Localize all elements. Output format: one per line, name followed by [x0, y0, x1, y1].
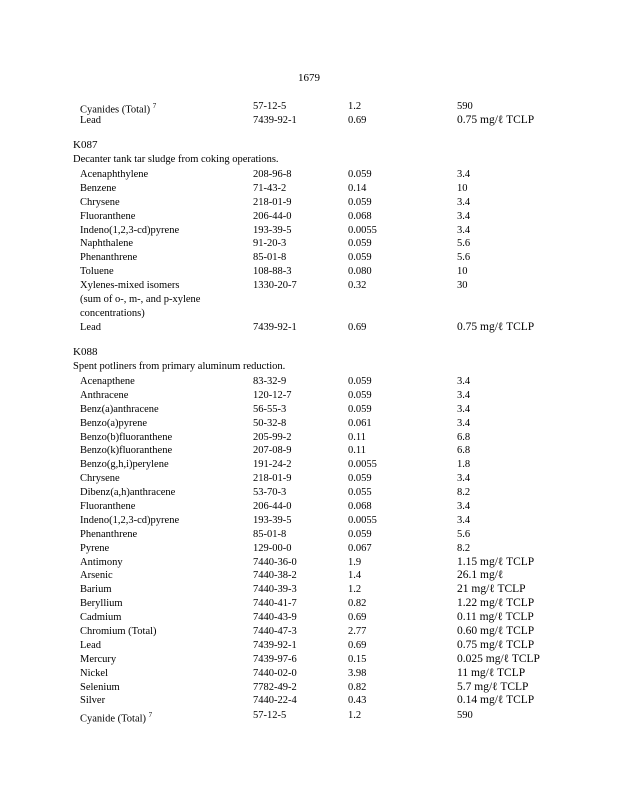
cas-number: 7440-41-7	[253, 598, 297, 610]
nww-value: 3.4	[457, 514, 471, 526]
nww-value: 5.6	[457, 238, 471, 250]
constituent-name: Lead	[80, 322, 101, 333]
ww-value: 0.068	[348, 210, 372, 222]
nww-value: 21 mg/ℓ TCLP	[457, 583, 526, 596]
constituent-name: Fluoranthene	[80, 501, 136, 513]
constituent-name: Lead	[80, 114, 101, 126]
cas-number: 208-96-8	[253, 169, 292, 180]
ww-value: 1.2	[348, 584, 362, 596]
nww-value: 0.14 mg/ℓ TCLP	[457, 694, 535, 707]
ww-value: 0.067	[348, 542, 372, 554]
constituent-name: Benzene	[80, 182, 117, 194]
cas-number: 83-32-9	[253, 376, 287, 387]
table-row	[0, 417, 618, 431]
table-row	[0, 279, 618, 321]
constituent-name: Fluoranthene	[80, 210, 136, 222]
ww-value: 0.69	[348, 612, 367, 624]
ww-value: 0.32	[348, 280, 367, 291]
ww-value: 1.2	[348, 101, 362, 112]
ww-value: 0.059	[348, 389, 372, 401]
nww-value: 8.2	[457, 487, 471, 499]
cas-number: 91-20-3	[253, 238, 287, 250]
nww-value: 3.4	[457, 403, 471, 415]
table-row	[0, 611, 618, 625]
ww-value: 0.061	[348, 417, 372, 429]
constituent-name: Lead	[80, 639, 101, 651]
table-row	[0, 114, 618, 128]
nww-value: 590	[457, 101, 473, 112]
cas-number: 7439-92-1	[253, 114, 297, 126]
ww-value: 0.69	[348, 639, 367, 651]
cas-number: 207-08-9	[253, 445, 292, 457]
cas-number: 193-39-5	[253, 514, 292, 526]
table-row	[0, 694, 618, 708]
constituent-name: Benz(a)anthracene	[80, 403, 159, 415]
table-row	[0, 681, 618, 695]
cas-number: 120-12-7	[253, 389, 292, 401]
table-row	[0, 625, 618, 639]
cas-number: 7782-49-2	[253, 681, 297, 693]
k088-cyanide-row	[0, 709, 618, 723]
table-row	[0, 182, 618, 196]
constituent-name: Cadmium	[80, 612, 122, 624]
table-row	[0, 639, 618, 653]
table-row	[0, 375, 618, 389]
nww-value: 3.4	[457, 210, 471, 222]
constituent-name: Pyrene	[80, 542, 110, 554]
constituent-name: Acenaphthylene	[80, 169, 149, 180]
nww-value: 3.4	[457, 224, 471, 236]
cas-number: 50-32-8	[253, 417, 287, 429]
constituent-name: Phenanthrene	[80, 528, 138, 540]
ww-value: 0.11	[348, 431, 366, 443]
ww-value: 0.0055	[348, 224, 377, 236]
cas-number: 71-43-2	[253, 182, 287, 194]
constituent-name: Beryllium	[80, 598, 123, 610]
cas-number: 1330-20-7	[253, 280, 297, 291]
ww-value: 0.82	[348, 681, 367, 693]
table-row	[0, 321, 618, 335]
table-row	[0, 431, 618, 445]
ww-value: 0.059	[348, 473, 372, 485]
ww-value: 0.15	[348, 653, 367, 665]
section-description-k088: Spent potliners from primary aluminum reduction.	[73, 361, 286, 372]
table-row	[0, 444, 618, 458]
nww-value: 1.15 mg/ℓ TCLP	[457, 555, 535, 568]
cas-number: 7439-92-1	[253, 322, 297, 333]
constituent-name: Nickel	[80, 667, 108, 679]
nww-value: 3.4	[457, 473, 471, 485]
cas-number: 206-44-0	[253, 210, 292, 222]
k087-table	[0, 168, 618, 279]
cas-number: 206-44-0	[253, 501, 292, 513]
ww-value: 0.14	[348, 182, 367, 194]
ww-value: 0.059	[348, 196, 372, 208]
table-row	[0, 224, 618, 238]
k088-table	[0, 375, 618, 708]
cas-number: 7440-38-2	[253, 570, 297, 582]
constituent-name: Dibenz(a,h)anthracene	[80, 487, 176, 499]
cas-number: 7439-92-1	[253, 639, 297, 651]
top-rows	[0, 100, 618, 128]
table-row	[0, 100, 618, 114]
table-row	[0, 472, 618, 486]
cas-number: 7440-36-0	[253, 556, 297, 568]
table-row	[0, 667, 618, 681]
table-row	[0, 500, 618, 514]
ww-value: 0.059	[348, 528, 372, 540]
constituent-name: Barium	[80, 584, 112, 596]
table-row	[0, 709, 618, 723]
ww-value: 0.43	[348, 695, 367, 707]
constituent-name: Phenanthrene	[80, 252, 138, 264]
nww-value: 6.8	[457, 445, 471, 457]
nww-value: 0.75 mg/ℓ TCLP	[457, 638, 535, 651]
nww-value: 3.4	[457, 169, 471, 180]
section-code-k088: K088	[73, 346, 98, 358]
table-row	[0, 403, 618, 417]
cas-number: 108-88-3	[253, 266, 292, 278]
constituent-name: Chrysene	[80, 473, 120, 485]
page-number: 1679	[298, 72, 320, 84]
constituent-name: Chromium (Total)	[80, 626, 157, 638]
cas-number: 193-39-5	[253, 224, 292, 236]
cas-number: 7440-22-4	[253, 695, 297, 707]
ww-value: 1.2	[348, 710, 362, 721]
ww-value: 0.059	[348, 252, 372, 264]
constituent-name	[80, 279, 250, 321]
nww-value: 0.75 mg/ℓ TCLP	[457, 321, 535, 333]
table-row	[0, 556, 618, 570]
nww-value: 1.22 mg/ℓ TCLP	[457, 597, 535, 610]
k087-lead-row	[0, 321, 618, 335]
ww-value: 0.69	[348, 114, 367, 126]
constituent-name: Chrysene	[80, 196, 120, 208]
constituent-name: Cyanide (Total) $^7$	[80, 711, 153, 725]
nww-value: 5.6	[457, 252, 471, 264]
cas-number: 57-12-5	[253, 101, 287, 112]
nww-value: 3.4	[457, 389, 471, 401]
table-row	[0, 458, 618, 472]
cas-number: 53-70-3	[253, 487, 287, 499]
cas-number: 205-99-2	[253, 431, 292, 443]
constituent-name-line: (sum of o-, m-, and p-xylene	[80, 293, 201, 305]
ww-value: 0.0055	[348, 459, 377, 471]
cas-number: 56-55-3	[253, 403, 287, 415]
cas-number: 7440-47-3	[253, 626, 297, 638]
nww-value: 3.4	[457, 376, 471, 387]
table-row	[0, 583, 618, 597]
nww-value: 0.025 mg/ℓ TCLP	[457, 652, 540, 665]
ww-value: 2.77	[348, 626, 367, 638]
cas-number: 7440-02-0	[253, 667, 297, 679]
ww-value: 0.080	[348, 266, 372, 278]
constituent-name: Benzo(b)fluoranthene	[80, 431, 173, 443]
cas-number: 129-00-0	[253, 542, 292, 554]
constituent-name: Indeno(1,2,3-cd)pyrene	[80, 514, 180, 526]
nww-value: 0.11 mg/ℓ TCLP	[457, 611, 534, 624]
nww-value: 26.1 mg/ℓ	[457, 569, 504, 582]
nww-value: 30	[457, 280, 468, 291]
constituent-name: Antimony	[80, 556, 123, 568]
table-row	[0, 196, 618, 210]
constituent-name: Arsenic	[80, 570, 113, 582]
ww-value: 0.82	[348, 598, 367, 610]
constituent-name: Selenium	[80, 681, 120, 693]
cas-number: 218-01-9	[253, 196, 292, 208]
nww-value: 1.8	[457, 459, 471, 471]
ww-value: 0.068	[348, 501, 372, 513]
constituent-name: Naphthalene	[80, 238, 134, 250]
cas-number: 85-01-8	[253, 528, 287, 540]
constituent-name: Acenapthene	[80, 376, 135, 387]
constituent-name: Toluene	[80, 266, 114, 278]
constituent-name-line: concentrations)	[80, 307, 145, 319]
constituent-name: Cyanides (Total) $^7$	[80, 102, 157, 116]
nww-value: 3.4	[457, 417, 471, 429]
ww-value: 0.059	[348, 403, 372, 415]
nww-value: 5.6	[457, 528, 471, 540]
constituent-name: Anthracene	[80, 389, 129, 401]
constituent-name: Benzo(a)pyrene	[80, 417, 148, 429]
table-row	[0, 168, 618, 182]
nww-value: 3.4	[457, 501, 471, 513]
nww-value: 6.8	[457, 431, 471, 443]
cas-number: 7440-39-3	[253, 584, 297, 596]
nww-value: 3.4	[457, 196, 471, 208]
cas-number: 191-24-2	[253, 459, 292, 471]
constituent-name: Indeno(1,2,3-cd)pyrene	[80, 224, 180, 236]
nww-value: 590	[457, 710, 473, 721]
table-row	[0, 486, 618, 500]
table-row	[0, 542, 618, 556]
constituent-name-line: Xylenes-mixed isomers	[80, 280, 180, 291]
table-row	[0, 514, 618, 528]
cas-number: 85-01-8	[253, 252, 287, 264]
constituent-name: Mercury	[80, 653, 117, 665]
constituent-name: Benzo(g,h,i)perylene	[80, 459, 169, 471]
nww-value: 11 mg/ℓ TCLP	[457, 666, 526, 679]
nww-value: 0.60 mg/ℓ TCLP	[457, 625, 535, 638]
k087-xylenes-row	[0, 279, 618, 321]
ww-value: 0.059	[348, 376, 372, 387]
cas-number: 7439-97-6	[253, 653, 297, 665]
nww-value: 8.2	[457, 542, 471, 554]
cas-number: 218-01-9	[253, 473, 292, 485]
nww-value: 10	[457, 266, 468, 278]
nww-value: 5.7 mg/ℓ TCLP	[457, 680, 529, 693]
table-row	[0, 210, 618, 224]
ww-value: 0.0055	[348, 514, 377, 526]
ww-value: 0.69	[348, 322, 367, 333]
table-row	[0, 251, 618, 265]
ww-value: 1.9	[348, 556, 362, 568]
nww-value: 0.75 mg/ℓ TCLP	[457, 113, 535, 126]
table-row	[0, 237, 618, 251]
table-row	[0, 389, 618, 403]
ww-value: 3.98	[348, 667, 367, 679]
ww-value: 1.4	[348, 570, 362, 582]
section-description-k087: Decanter tank tar sludge from coking operations.	[73, 154, 279, 165]
table-row	[0, 569, 618, 583]
nww-value: 10	[457, 182, 468, 194]
ww-value: 0.059	[348, 238, 372, 250]
constituent-name: Silver	[80, 695, 106, 707]
table-row	[0, 653, 618, 667]
cas-number: 7440-43-9	[253, 612, 297, 624]
cas-number: 57-12-5	[253, 710, 287, 721]
table-row	[0, 528, 618, 542]
section-code-k087: K087	[73, 139, 98, 151]
table-row	[0, 597, 618, 611]
table-row	[0, 265, 618, 279]
ww-value: 0.055	[348, 487, 372, 499]
ww-value: 0.11	[348, 445, 366, 457]
ww-value: 0.059	[348, 169, 372, 180]
constituent-name: Benzo(k)fluoranthene	[80, 445, 173, 457]
